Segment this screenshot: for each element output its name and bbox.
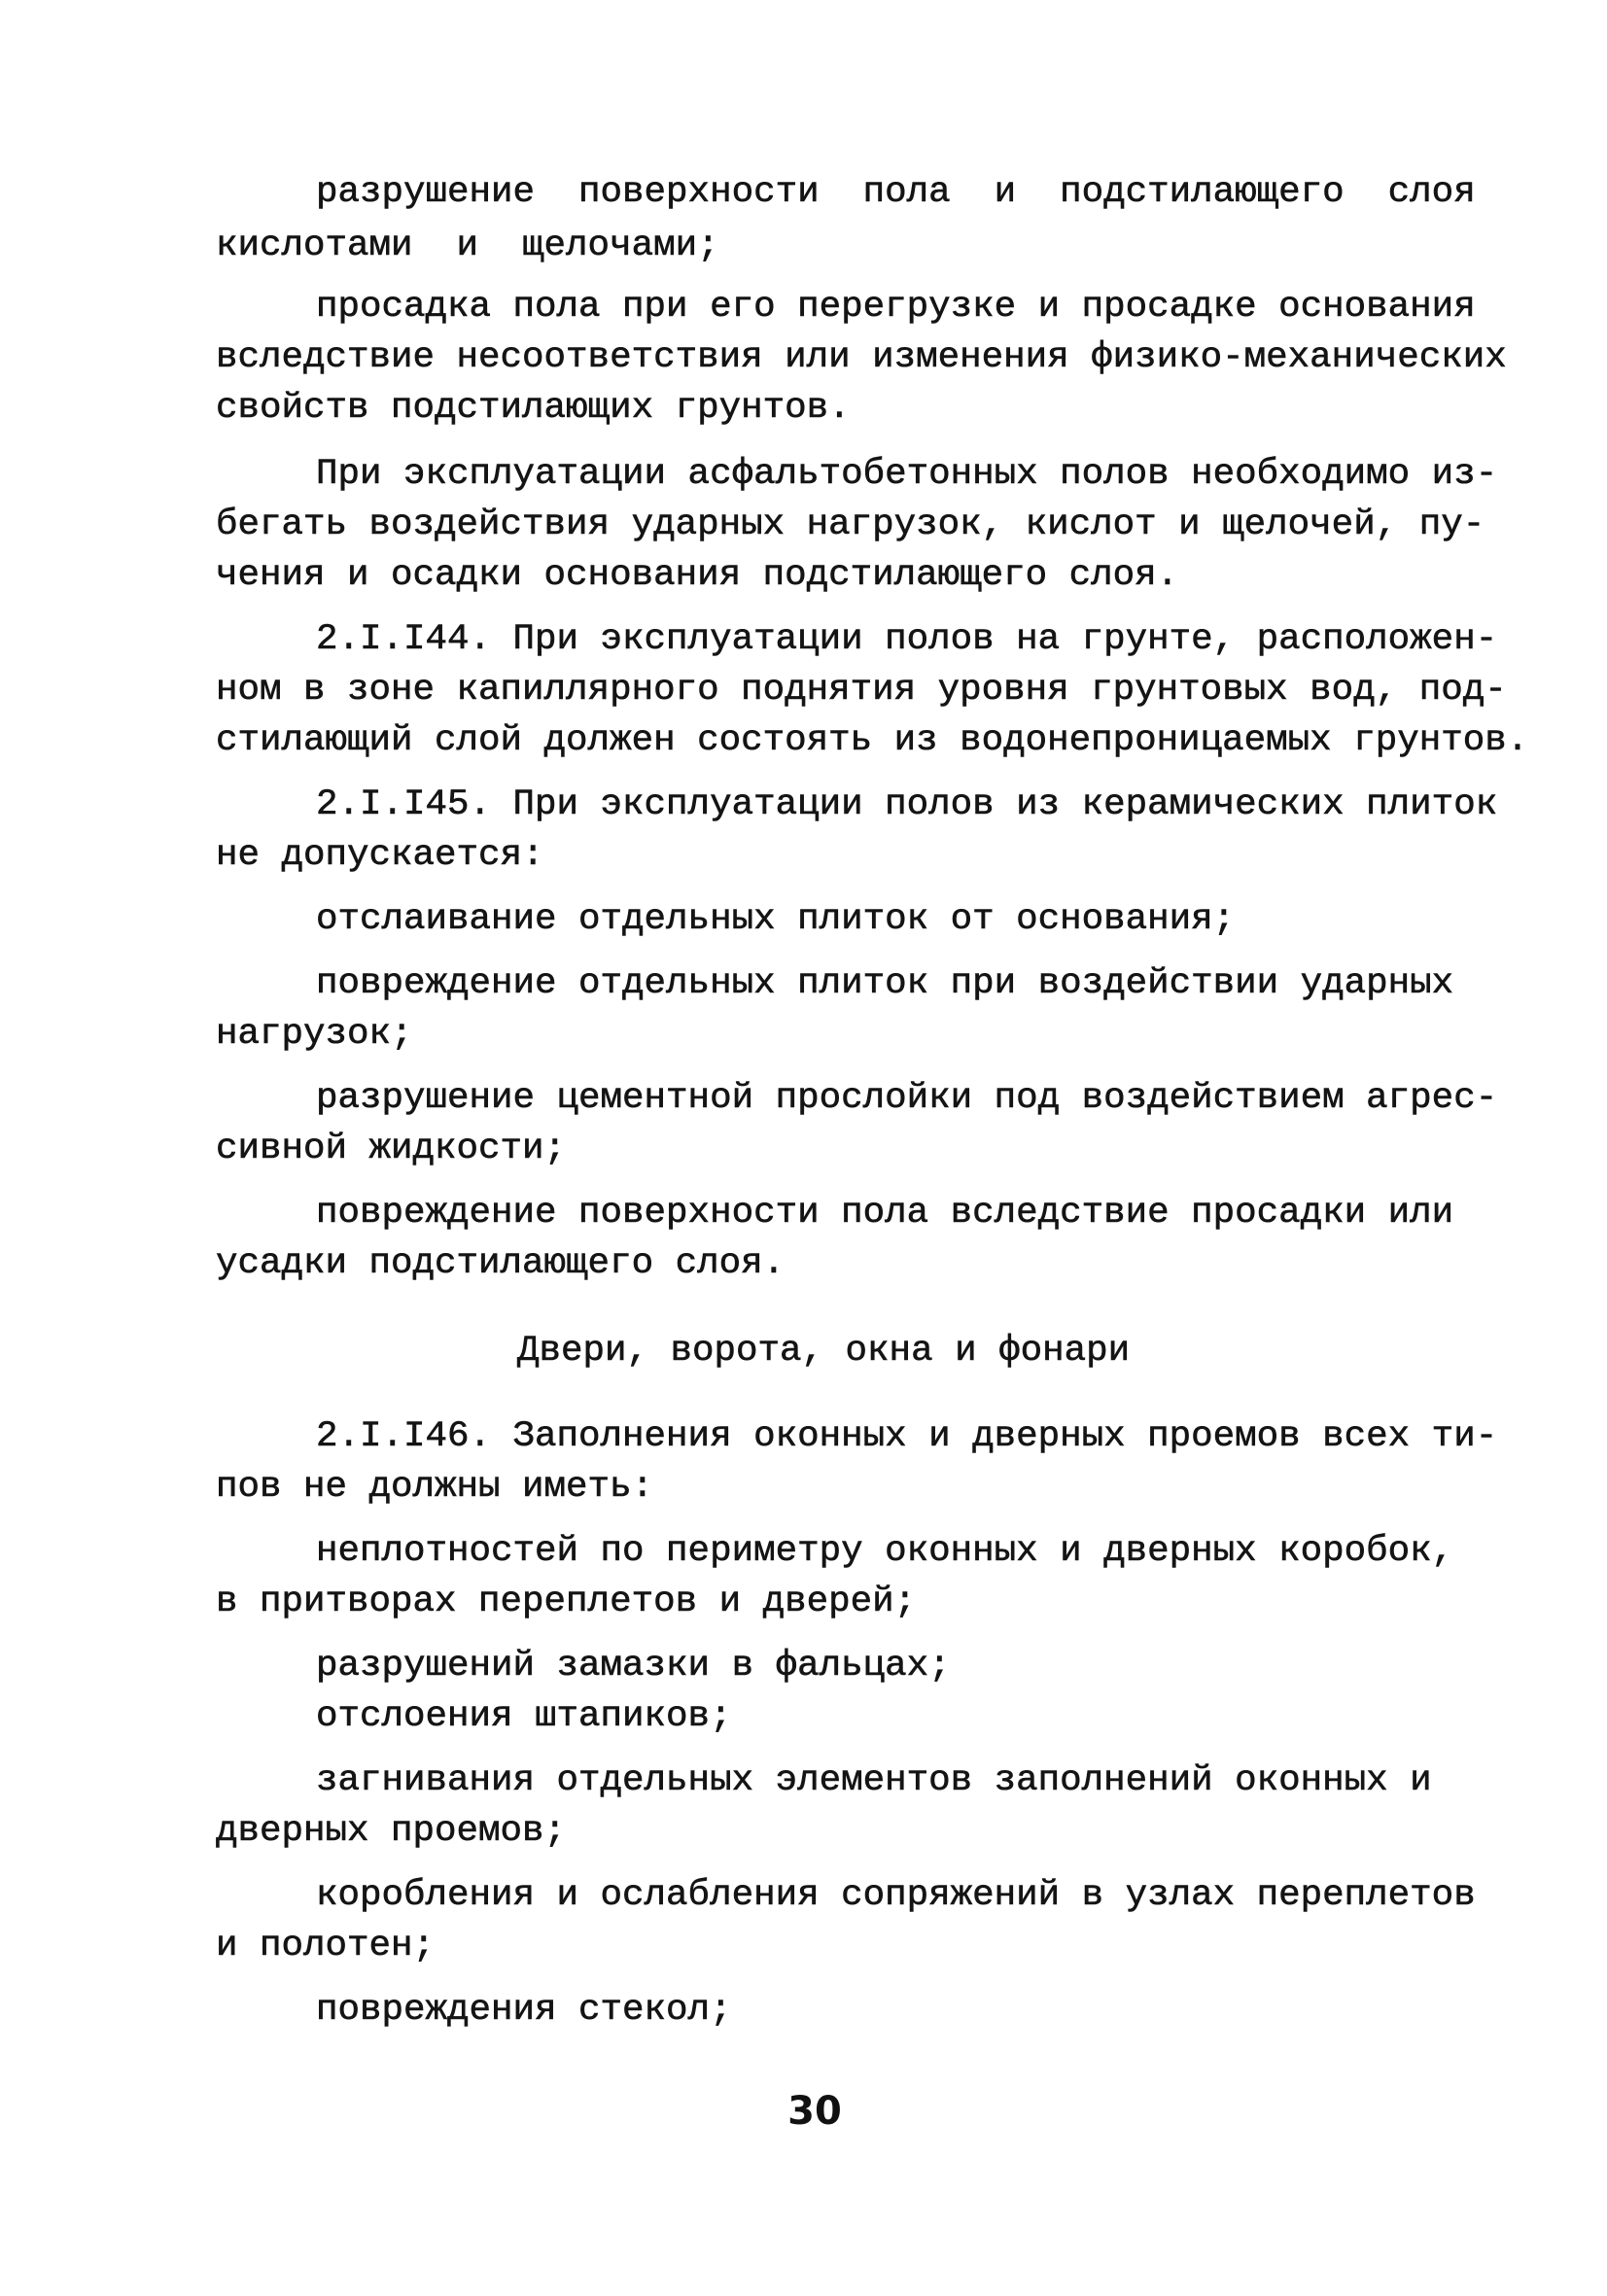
text-line: пов не должны иметь: [216,1467,654,1508]
text-line: загнивания отдельных элементов заполнений оконных и [316,1760,1432,1801]
text-line: вследствие несоответствия или изменения физико-механических [216,337,1507,378]
section-heading-2-1-146: 2.I.I46. Заполнения оконных и дверных проемов всех ти- [316,1416,1498,1457]
text-line: и полотен; [216,1926,436,1966]
text-line: разрушений замазки в фальцах; [316,1646,951,1687]
text-line: просадка пола при его перегрузке и просадке основания [316,287,1476,328]
text-line: неплотностей по периметру оконных и дверных коробок, [316,1531,1454,1572]
text-line: повреждения стекол; [316,1990,732,2031]
section-title: Двери, ворота, окна и фонари [517,1331,1131,1372]
text-line: не допускается: [216,835,544,876]
text-line: повреждение отдельных плиток при воздействии ударных [316,963,1454,1004]
section-heading-2-1-145: 2.I.I45. При эксплуатации полов из керамических плиток [316,784,1498,825]
page-number: 30 [787,2089,842,2134]
text-line: нагрузок; [216,1014,413,1055]
text-line: повреждение поверхности пола вследствие просадки или [316,1193,1454,1234]
text-line: стилающий слой должен состоять из водонепроницаемых грунтов. [216,720,1529,761]
text-line: коробления и ослабления сопряжений в узлах переплетов [316,1875,1476,1916]
text-line: разрушение поверхности пола и подстилающего слоя [316,172,1476,213]
text-line: отслоения штапиков; [316,1696,732,1737]
text-line: бегать воздействия ударных нагрузок, кислот и щелочей, пу- [216,504,1485,545]
text-line: отслаивание отдельных плиток от основания; [316,899,1236,940]
text-line: сивной жидкости; [216,1129,567,1169]
text-line: разрушение цементной прослойки под воздействием агрес- [316,1078,1498,1119]
section-heading-2-1-144: 2.I.I44. При эксплуатации полов на грунте, расположен- [316,619,1498,660]
text-line: в притворах переплетов и дверей; [216,1582,917,1622]
text-line: дверных проемов; [216,1811,567,1852]
text-line: усадки подстилающего слоя. [216,1243,786,1284]
text-line: кислотами и щелочами; [216,226,719,266]
text-line: При эксплуатации асфальтобетонных полов необходимо из- [316,454,1498,495]
text-line: чения и осадки основания подстилающего слоя. [216,555,1179,596]
text-line: ном в зоне капиллярного поднятия уровня грунтовых вод, под- [216,670,1507,711]
text-line: свойств подстилающих грунтов. [216,388,851,429]
